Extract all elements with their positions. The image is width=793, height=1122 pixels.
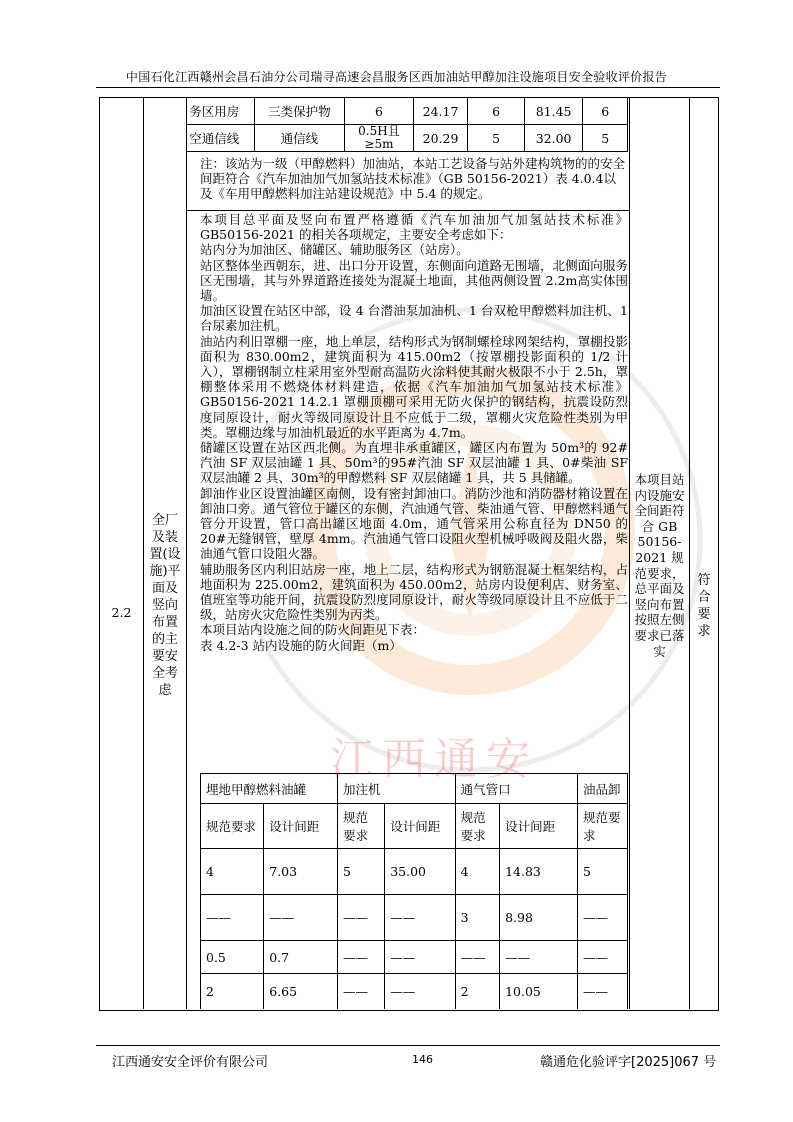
item-title: 全厂及装置(设施)平面及竖向布置的主要安全考虑: [149, 513, 181, 698]
report-number: 赣通危化验评字[2025]067 号: [540, 1055, 717, 1070]
table-cell: 24.17: [413, 98, 468, 125]
table-cell: 务区用房: [186, 98, 254, 125]
header-rule: [96, 87, 720, 88]
table-header: 规范要求: [455, 804, 499, 849]
table-cell: 通信线: [254, 125, 345, 152]
item-number: 2.2: [111, 605, 132, 620]
table-cell: 4: [455, 849, 499, 895]
paragraph: 本项目总平面及竖向布置严格遵循《汽车加油加气加氢站技术标准》GB50156-2021 的相关各项规定，主要安全考虑如下：: [200, 212, 628, 243]
table-cell: ——: [578, 974, 628, 1010]
table-header: 油品卸: [578, 774, 628, 804]
table-cell: 14.83: [500, 849, 578, 895]
table-cell: 2: [455, 974, 499, 1010]
table-cell: 2: [201, 974, 264, 1010]
table-cell: 6: [583, 98, 628, 125]
table-cell: 8.98: [500, 895, 578, 941]
table-cell: 32.00: [524, 125, 583, 152]
table-cell: 5: [468, 125, 524, 152]
footer-rule: [96, 1045, 720, 1046]
result-text: 符合要求: [697, 573, 711, 639]
table-cell: 6.65: [264, 974, 338, 1010]
paragraph: 卸油作业区设置油罐区南侧，设有密封卸油口。消防沙池和消防器材箱设置在卸油口旁。通气管位于罐区的东侧，汽油通气管、柴油通气管、甲醇燃料通气管分开设置，管口高出罐区地面 4.0m，通气管采用公称直径为 DN50 的 20#无缝钢管，壁厚 4mm。汽油通气管口设阻火型机械呼吸阀及阻火器，柴油通气管口设阻火器。: [200, 485, 628, 562]
table-header: 设计间距: [500, 804, 578, 849]
watermark-text: 江西通安: [330, 734, 538, 785]
table-cell: ——: [500, 941, 578, 974]
table-cell: 35.00: [385, 849, 455, 895]
table-header: 规范要求: [337, 804, 384, 849]
table-cell: 10.05: [500, 974, 578, 1010]
table-row: [201, 895, 628, 941]
table-header: 设计间距: [264, 804, 338, 849]
table-header: 埋地甲醇燃料油罐: [201, 774, 338, 804]
col-divider: [689, 97, 690, 1009]
layout-description: [200, 212, 628, 653]
table-cell: 0.5H且≥5m: [345, 125, 413, 152]
col-divider: [629, 97, 630, 1009]
paragraph: 站内分为加油区、储罐区、辅助服务区（站房）。: [200, 242, 469, 258]
table-caption: 表 4.2-3 站内设施的防火间距（m）: [200, 637, 402, 653]
paragraph: 站区整体坐西朝东，进、出口分开设置，东侧面向道路无围墙，北侧面向服务区无围墙，其与外界道路连接处为混凝土地面，其他两侧设置 2.2m高实体围墙。: [200, 257, 628, 304]
table-header: 设计间距: [385, 804, 455, 849]
table-row: [201, 849, 628, 895]
table-row: [201, 974, 628, 1010]
table-cell: 20.29: [413, 125, 468, 152]
table-subheader-row: [201, 804, 628, 849]
table-cell: 5: [337, 849, 384, 895]
fire-spacing-table: [200, 773, 628, 1009]
table-cell: 6: [468, 98, 524, 125]
table-row: [201, 941, 628, 974]
table-row: [186, 98, 628, 125]
table-cell: 0.5: [201, 941, 264, 974]
table-cell: 5: [578, 849, 628, 895]
paragraph: 本项目站内设施之间的防火间距见下表：: [200, 622, 426, 638]
table-cell: 空通信线: [186, 125, 254, 152]
page-number: 146: [412, 1053, 433, 1066]
table-cell: ——: [455, 941, 499, 974]
paragraph: 辅助服务区内利旧站房一座，地上二层，结构形式为钢筋混凝土框架结构，占地面积为 225.00m2，建筑面积为 450.00m2，站房内设便利店、财务室、值班室等功能开间，抗震设防烈度同原设计，耐火等级同原设计且不应低于二级，站房火灾危险性类别为丙类。: [200, 561, 628, 623]
table-cell: ——: [264, 895, 338, 941]
table-cell: 三类保护物: [254, 98, 345, 125]
table-cell: 6: [345, 98, 413, 125]
table-cell: 0.7: [264, 941, 338, 974]
footer-company: 江西通安安全评价有限公司: [112, 1055, 269, 1070]
table-cell: ——: [337, 895, 384, 941]
table-cell: ——: [385, 895, 455, 941]
table-header: 规范要求: [201, 804, 264, 849]
table-cell: 7.03: [264, 849, 338, 895]
table-header: 规范要求: [578, 804, 628, 849]
table-cell: ——: [578, 895, 628, 941]
table-cell: ——: [337, 974, 384, 1010]
compliance-note: 注：该站为一级（甲醇燃料）加油站，本站工艺设备与站外建构筑物的的安全间距符合《汽车加油加气加氢站技术标准》（GB 50156-2021）表 4.0.4以及《车用甲醇燃料加注站建设规范》中 5.4 的规定。: [200, 156, 626, 202]
row-divider: [186, 210, 629, 211]
col-divider: [143, 97, 144, 1009]
paragraph: 储罐区设置在站区西北侧。为直埋非承重罐区，罐区内布置为 50m³的 92#汽油 SF 双层油罐 1 具、50m³的95#汽油 SF 双层油罐 1 具、0#柴油 SF 双层油罐 2 具、30m³的甲醇燃料 SF 双层储罐 1 具，共 5 具储罐。: [200, 440, 628, 486]
col-divider: [186, 97, 187, 1009]
table-cell: 4: [201, 849, 264, 895]
paragraph: 加油区设置在站区中部，设 4 台潜油泵加油机、1 台双枪甲醇燃料加注机、1 台尿素加注机。: [200, 303, 628, 334]
table-header: 加注机: [337, 774, 455, 804]
table-cell: ——: [385, 941, 455, 974]
separation-table-top: [186, 97, 628, 153]
table-header-row: [201, 774, 628, 804]
table-cell: 81.45: [524, 98, 583, 125]
conclusion-text: 本项目站内设施安全间距符合 GB 50156-2021 规范要求，总平面及竖向布置按照左侧要求已落实: [634, 472, 685, 659]
table-header: 通气管口: [455, 774, 577, 804]
table-cell: 5: [583, 125, 628, 152]
page-header: 中国石化江西赣州会昌石油分公司瑞寻高速会昌服务区西加油站甲醇加注设施项目安全验收评价报告: [125, 70, 668, 84]
table-cell: 3: [455, 895, 499, 941]
table-cell: ——: [578, 941, 628, 974]
paragraph: 油站内利旧罩棚一座，地上单层，结构形式为钢制螺栓球网架结构，罩棚投影面积为 830.00m2，建筑面积为 415.00m2（按罩棚投影面积的 1/2 计入），罩棚钢制立柱采用室外型耐高温防火涂料使其耐火极限不小于 2.5h，罩棚整体采用不燃烧体材料建造，依据《汽车加油加气加氢站技术标准》GB50156-2021 14.2.1 罩棚顶棚可采用无防火保护的钢结构，抗震设防烈度同原设计，耐火等级同原设计且不应低于二级，罩棚火灾危险性类别为甲类。罩棚边缘与加油机最近的水平距离为 4.7m。: [200, 333, 628, 440]
table-cell: ——: [337, 941, 384, 974]
table-cell: ——: [385, 974, 455, 1010]
table-cell: ——: [201, 895, 264, 941]
table-row: [186, 125, 628, 152]
